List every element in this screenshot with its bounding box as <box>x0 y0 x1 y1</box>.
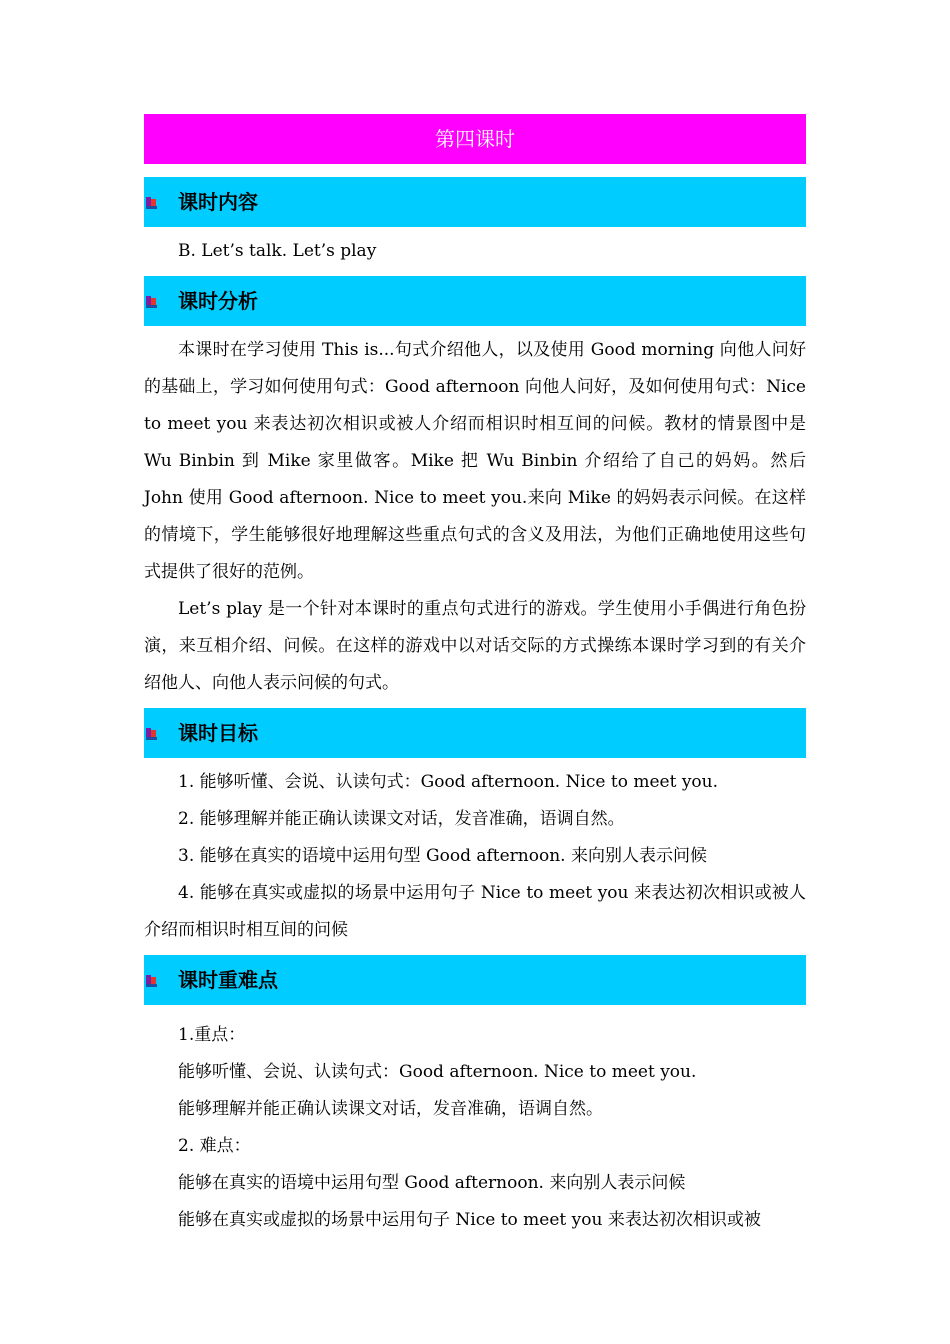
section-bar-analysis <box>144 276 806 326</box>
section-bar-goals <box>144 708 806 758</box>
analysis-paragraph: Let’s play 是一个针对本课时的重点句式进行的游戏。学生使用小手偶进行角色扮演，来互相介绍、问候。在这样的游戏中以对话交际的方式操练本课时学习到的有关介绍他人、向他人表示问候的句式。 <box>144 599 806 693</box>
difficulty-item: 能够在真实的语境中运用句型 Good afternoon. 来向别人表示问候 <box>178 1173 686 1193</box>
page-title: 第四课时 <box>144 114 806 164</box>
section-label: 课时内容 <box>178 190 258 214</box>
analysis-paragraph: 本课时在学习使用 This is...句式介绍他人，以及使用 Good morning 向他人问好的基础上，学习如何使用句式：Good afternoon 向他人问好，及如何使用句式：Nice to meet you 来表达初次相识或被人介绍而相识时相互间的问候。教材的情景图中是 Wu Binbin 到 Mike 家里做客。Mike 把 Wu Binbin 介绍给了自己的妈妈。然后 John 使用 Good afternoon. Nice to meet you.来向 Mike 的妈妈表示问候。在这样的情境下，学生能够很好地理解这些重点句式的含义及用法，为他们正确地使用这些句式提供了很好的范例。 <box>144 340 806 582</box>
goal-item: 4. 能够在真实或虚拟的场景中运用句子 Nice to meet you 来表达初次相识或被人介绍而相识时相互间的问候 <box>144 883 806 940</box>
goal-item: 2. 能够理解并能正确认读课文对话，发音准确，语调自然。 <box>178 809 625 829</box>
section-label: 课时重难点 <box>178 968 278 992</box>
book-stack-icon <box>146 197 158 209</box>
section-bar-content <box>144 177 806 227</box>
book-stack-icon <box>146 296 158 308</box>
book-stack-icon <box>146 728 158 740</box>
keypoint-item: 能够听懂、会说、认读句式：Good afternoon. Nice to meet you. <box>178 1062 697 1082</box>
content-line: B. Let’s talk. Let’s play <box>178 241 377 261</box>
keypoint-item: 能够理解并能正确认读课文对话，发音准确，语调自然。 <box>178 1099 603 1119</box>
book-stack-icon <box>146 975 158 987</box>
goal-item: 3. 能够在真实的语境中运用句型 Good afternoon. 来向别人表示问候 <box>178 846 707 866</box>
goal-item: 1. 能够听懂、会说、认读句式：Good afternoon. Nice to meet you. <box>178 772 719 792</box>
difficulty-item: 能够在真实或虚拟的场景中运用句子 Nice to meet you 来表达初次相识或被 <box>178 1210 761 1230</box>
difficulty-heading: 2. 难点： <box>178 1136 251 1156</box>
document-page <box>144 114 806 1239</box>
section-label: 课时目标 <box>178 721 258 745</box>
section-label: 课时分析 <box>178 289 258 313</box>
keypoint-heading: 1.重点： <box>178 1025 246 1045</box>
section-bar-keypoints <box>144 955 806 1005</box>
